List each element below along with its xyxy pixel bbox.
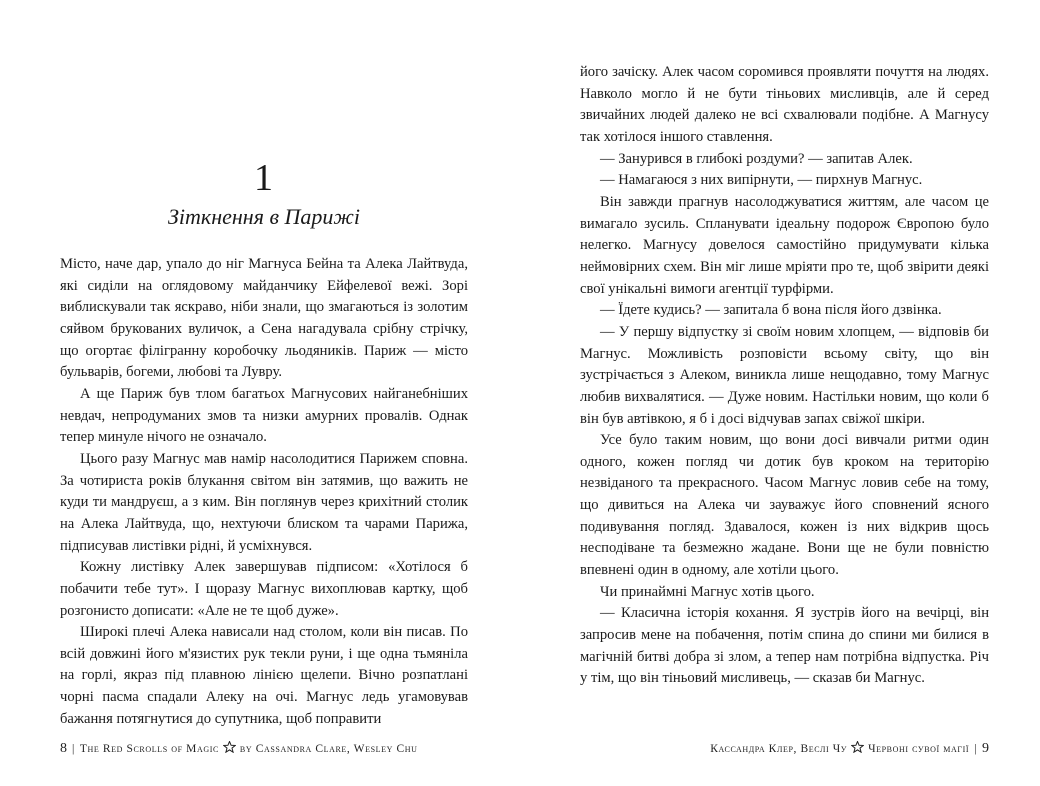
left-page: [60, 0, 468, 786]
paragraph: — Занурився в глибокі роздуми? — запитав Алек.: [600, 150, 913, 167]
paragraph: Чи принаймні Магнус хотів цього.: [600, 583, 815, 600]
page-number: 9: [982, 741, 989, 756]
paragraph: його зачіску. Алек часом соромився проявляти почуття на людях. Навколо могло й не бути тіньових мисливців, але й серед звичайних людей далеко не всі схвалювали подібне. А Магнусу так хотілося іншого ставлення.: [580, 64, 989, 145]
star-ornament-icon: [223, 741, 236, 753]
left-running-footer: [60, 741, 468, 757]
paragraph: — Намагаюся з них випірнути, — пирхнув Магнус.: [600, 172, 923, 189]
footer-book-title: Червоні сувої магії: [868, 743, 970, 755]
right-page-body: [580, 62, 989, 690]
paragraph: — У першу відпустку зі своїм новим хлопцем, — відповів би Магнус. Можливість розповісти всьому світу, що він зустрічається з Алеком, виникла лише нещодавно, тому Магнус любив вихвалятися. — Дуже новим. Настільки новим, що коли б він був автівкою, я б і досі відчував запах свіжої шкіри.: [580, 323, 989, 427]
footer-divider: |: [974, 743, 977, 755]
paragraph: Усе було таким новим, що вони досі вивчали ритми один одного, кожен погляд чи дотик був кроком на територію незвіданого та прекрасного. Часом Магнус ловив себе на тому, що дивиться на Алека чи зауважує його сповнений ясного подивування погляд. Здавалося, кожен із них відкрив щось несподіване та безмежно жадане. Вони ще не були повністю впевнені один в одному, але хотіли цього.: [580, 432, 989, 579]
paragraph: Він завжди прагнув насолоджуватися життям, але часом це вимагало зусиль. Спланувати ідеальну подорож Європою було нелегко. Магнусу довелося самостійно придумувати кілька неймовірних схем. Він міг лише мріяти про те, щоб звірити деякі свої унікальні вимоги агентції турфірми.: [580, 193, 989, 297]
paragraph: — Їдете кудись? — запитала б вона після його дзвінка.: [600, 302, 942, 319]
star-ornament-icon: [851, 741, 864, 753]
paragraph: Кожну листівку Алек завершував підписом: «Хотілося б побачити тебе тут». І щоразу Магнус вихоплював картку, щоб розгонисто дописати: «Але не те щоб дуже».: [60, 559, 468, 619]
chapter-number: 1: [254, 157, 274, 199]
footer-authors: Кассандра Клер, Веслі Чу: [710, 743, 848, 755]
page-number: 8: [60, 741, 67, 756]
right-page: [580, 0, 989, 786]
paragraph: Широкі плечі Алека нависали над столом, коли він писав. По всій довжині його м'язистих рук текли руни, і ще одна тьмяніла на горлі, якраз під плавною лінією щелепи. Вічно розпатлані чорні пасма спадали Алеку на очі. Магнус ледь угамовував бажання потягнутися до супутника, щоб поправити: [60, 624, 468, 727]
paragraph: — Класична історія кохання. Я зустрів його на вечірці, він запросив мене на побачення, потім спина до спини ми билися в магічній битві добра зі злом, а тепер нам потрібна відпустка. Річ у тім, що він тіньовий мисливець, — сказав би Магнус.: [580, 605, 989, 687]
footer-divider: |: [72, 743, 75, 755]
paragraph: А ще Париж був тлом багатьох Магнусових найганебніших невдач, непродуманих змов та низки амурних провалів. Однак тепер минуле нічого не означало.: [60, 385, 468, 446]
chapter-title: Зіткнення в Парижі: [168, 204, 360, 229]
paragraph: Місто, наче дар, упало до ніг Магнуса Бейна та Алека Лайтвуда, які сиділи на оглядовому майданчику Ейфелевої вежі. Зорі виблискували так яскраво, ніби знали, що змагаються із золотим сяйвом брукованих вуличок, а Сена нагадувала срібну стрічку, що огортає філігранну коробочку льодяників. Париж — місто бульварів, богеми, любові та Лувру.: [60, 256, 468, 381]
paragraph: Цього разу Магнус мав намір насолодитися Парижем сповна. За чотириста років блукання світом він затямив, що важить не куди ти мандруєш, а з ким. Він поглянув через крихітний столик на Алека Лайтвуда, що, нехтуючи блиском та чарами Парижа, підписував листівки рідні, й усміхнувся.: [60, 450, 468, 554]
footer-book-title: The Red Scrolls of Magic: [79, 743, 219, 755]
left-page-body: [60, 254, 468, 730]
right-running-footer: [580, 741, 989, 757]
footer-authors: by Cassandra Clare, Wesley Chu: [239, 743, 418, 755]
